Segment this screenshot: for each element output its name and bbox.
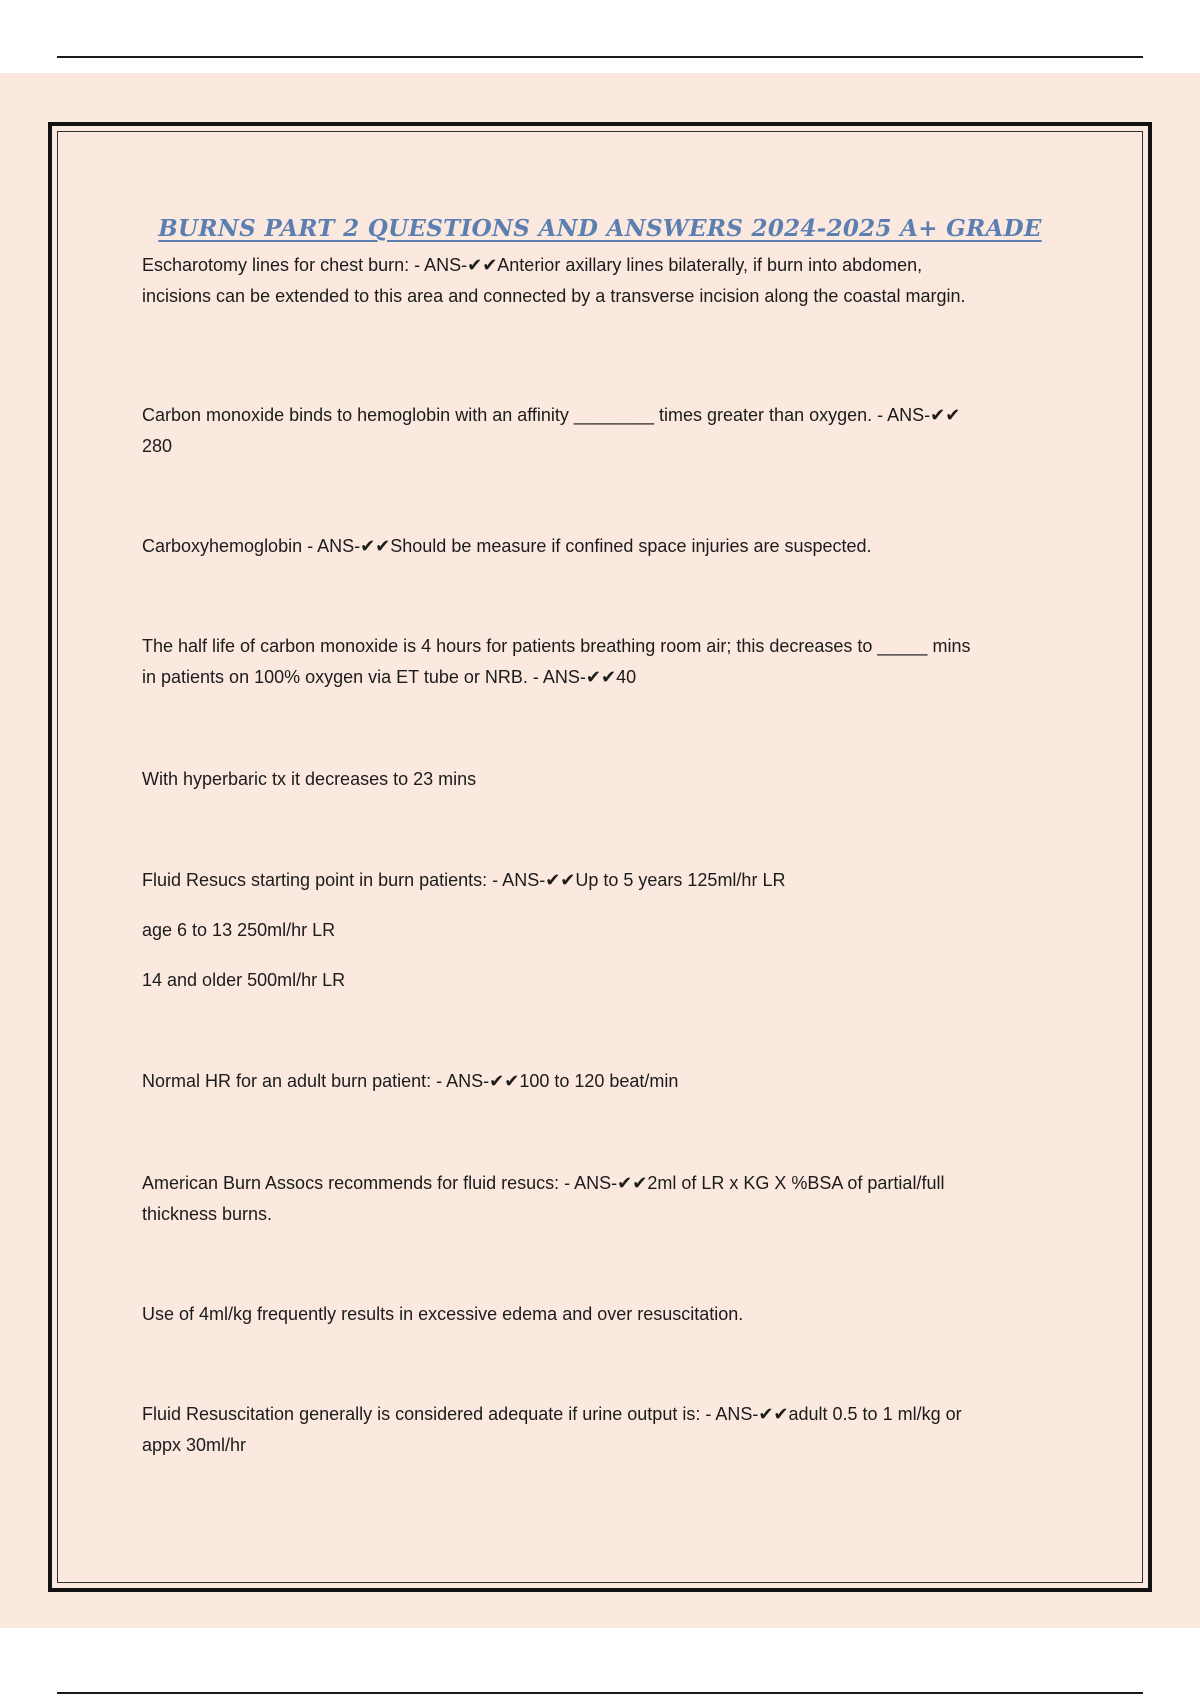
qa-line-urine-output-2: appx 30ml/hr [142, 1435, 247, 1455]
qa-line-4ml-kg: Use of 4ml/kg frequently results in excessive edema and over resuscitation. [142, 1304, 744, 1324]
qa-line-aba-2: thickness burns. [142, 1204, 273, 1224]
qa-line-fluid-resucs-1: Fluid Resucs starting point in burn patients: - ANS-✔✔Up to 5 years 125ml/hr LR [142, 870, 786, 890]
document-body [142, 73, 1062, 1628]
qa-line-escharotomy-1: Escharotomy lines for chest burn: - ANS-✔✔Anterior axillary lines bilaterally, if burn into abdomen, [142, 255, 923, 275]
qa-line-urine-output-1: Fluid Resuscitation generally is considered adequate if urine output is: - ANS-✔✔adult 0.5 to 1 ml/kg or [142, 1404, 962, 1424]
qa-line-co-affinity-2: 280 [142, 436, 173, 456]
qa-line-carboxyhemoglobin: Carboxyhemoglobin - ANS-✔✔Should be measure if confined space injuries are suspected. [142, 536, 872, 556]
qa-line-hyperbaric: With hyperbaric tx it decreases to 23 mins [142, 769, 477, 789]
qa-line-half-life-1: The half life of carbon monoxide is 4 hours for patients breathing room air; this decreases to _____ mins [142, 636, 971, 656]
qa-line-fluid-resucs-2: age 6 to 13 250ml/hr LR [142, 920, 336, 940]
footer-rule [57, 1692, 1143, 1694]
qa-line-fluid-resucs-3: 14 and older 500ml/hr LR [142, 970, 346, 990]
document-sheet [0, 73, 1200, 1628]
qa-line-normal-hr: Normal HR for an adult burn patient: - ANS-✔✔100 to 120 beat/min [142, 1071, 679, 1091]
qa-line-escharotomy-2: incisions can be extended to this area and connected by a transverse incision along the coastal margin. [142, 286, 966, 306]
qa-line-half-life-2: in patients on 100% oxygen via ET tube or NRB. - ANS-✔✔40 [142, 667, 637, 687]
header-rule [57, 56, 1143, 58]
qa-line-aba-1: American Burn Assocs recommends for fluid resucs: - ANS-✔✔2ml of LR x KG X %BSA of partial/full [142, 1173, 945, 1193]
document-title: BURNS PART 2 QUESTIONS AND ANSWERS 2024-2025 A+ GRADE [158, 215, 1042, 242]
qa-line-co-affinity-1: Carbon monoxide binds to hemoglobin with an affinity ________ times greater than oxygen. - ANS-✔✔ [142, 405, 961, 425]
